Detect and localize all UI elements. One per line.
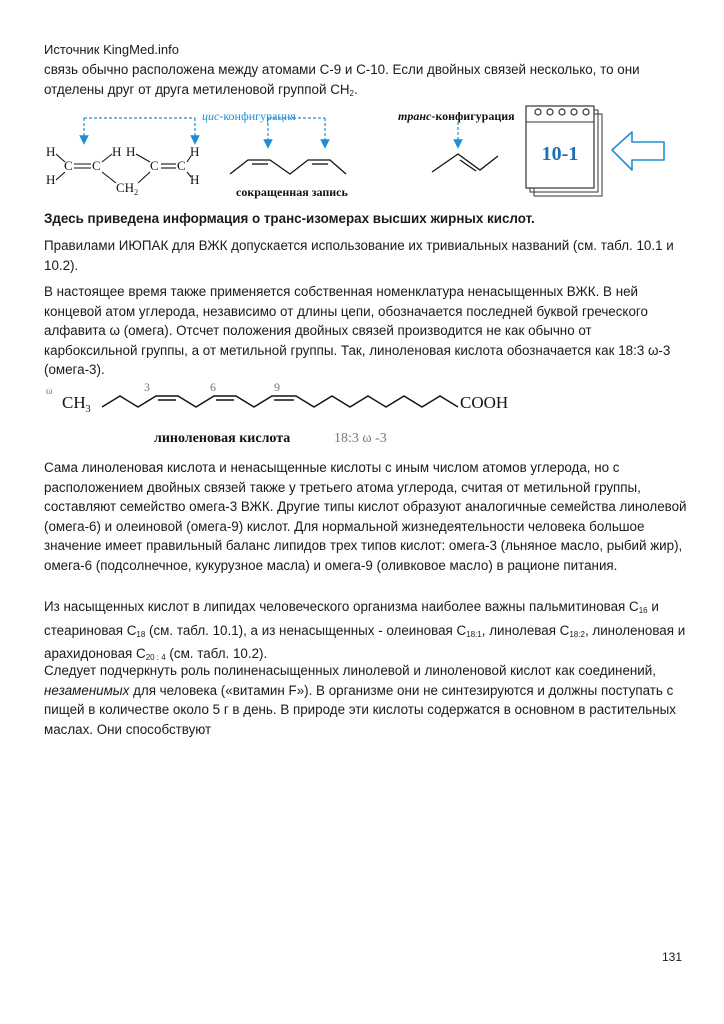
source-label: Источник KingMed.info [44,42,179,57]
trans-short-notation [432,154,498,172]
svg-text:C: C [177,158,186,173]
svg-text:H: H [126,144,136,159]
svg-text:H: H [112,144,122,159]
paragraph-omega-families: Сама линоленовая кислота и ненасыщенные кислоты с иным числом атомов углерода, но с расположением двойных связей также у третьего атома углерода, считая от метильной группы, составляют семейство омега-3 ВЖК. Другие типы кислот образуют аналогичные семейства линолевой (омега-6) и олеиновой (омега-9) кислот. Для нормальной жизнедеятельности человека большое значение имеет правильный баланс липидов трех типов кислот: омега-3 (льняное масло, рыбий жир), омега-6 (подсолнечное, кукурузное масла) и омега-9 (оливковое масло) в рационе питания. [44,460,687,573]
svg-text:C: C [150,158,159,173]
figure-cis-trans [40,104,680,204]
position-9: 9 [274,380,280,394]
carboxyl-group: COOH [460,393,509,412]
calendar-label: 10-1 [541,143,579,165]
paragraph-intro-end: . [354,81,358,97]
svg-text:H: H [46,144,56,159]
svg-text:C: C [92,158,101,173]
paragraph-essential: Следует подчеркнуть роль полиненасыщенных линолевой и линоленовой кислот как соединений, незаменимых для человека («витамин F»). В организме они не синтезируются и должны поступать с пищей в количестве около 5 г в день. В природе эти кислоты содержатся в основном в растительных маслах. Они способствуют [44,663,676,737]
position-6: 6 [210,380,216,394]
cis-structural-formula [46,144,199,197]
acid-code: 18:3 ω -3 [334,431,387,446]
omega-symbol: ω [46,386,53,397]
left-arrow-icon [612,132,664,170]
carbon-chain [102,396,458,407]
paragraph-saturated: Из насыщенных кислот в липидах человеческого организма наиболее важны пальмитиновая $С_{16}$ и стеариновая $С_{18}$ (см. табл. 10.1), а из ненасыщенных - олеиновая $С_{18:1}$, линолевая $С_{18:2}$, линоленовая и арахидоновая $С_{20 : 4}$ (см. табл. 10.2). [44,599,686,663]
position-3: 3 [144,380,150,394]
cis-label: цис-конфигурация [202,109,296,123]
figure-linolenic-acid [44,380,644,454]
paragraph-iupac: Правилами ИЮПАК для ВЖК допускается использование их тривиальных названий (см. табл. 10.1 и 10.2). [44,238,674,273]
cis-structural-bonds [56,154,191,183]
acid-name: линоленовая кислота [154,431,291,446]
paragraph-nomenclature: В настоящее время также применяется собственная номенклатура ненасыщенных ВЖК. В ней концевой атом углерода, независимо от длины цепи, обозначается последней буквой греческого алфавита ω (омега). Отсчет положения двойных связей производится не как обычно от карбоксильной группы, а от метильной группы. Так, линоленовая кислота обозначается как 18:3 ω-3 (омега-3). [44,284,671,378]
cis-short-notation [230,160,346,174]
page-number: 131 [662,950,683,964]
svg-text:H: H [190,144,200,159]
svg-text:H: H [46,172,56,187]
svg-text:C: C [64,158,73,173]
trans-label: транс-конфигурация [398,109,515,123]
paragraph-intro [44,60,688,103]
short-notation-label: сокращенная запись [236,185,348,199]
calendar-icon [526,106,602,196]
paragraph-intro-text: связь обычно расположена между атомами С-9 и С-10. Если двойных связей несколько, то они отделены друг от друга метиленовой группой СН [44,62,640,97]
paragraph-intro-subscript: 2 [349,88,354,98]
svg-text:CH2: $CH_2$ [116,180,139,197]
section-heading: Здесь приведена информация о транс-изомерах высших жирных кислот. [44,211,535,226]
svg-text:H: H [190,172,200,187]
methyl-group: $CH_3$ [62,393,91,415]
